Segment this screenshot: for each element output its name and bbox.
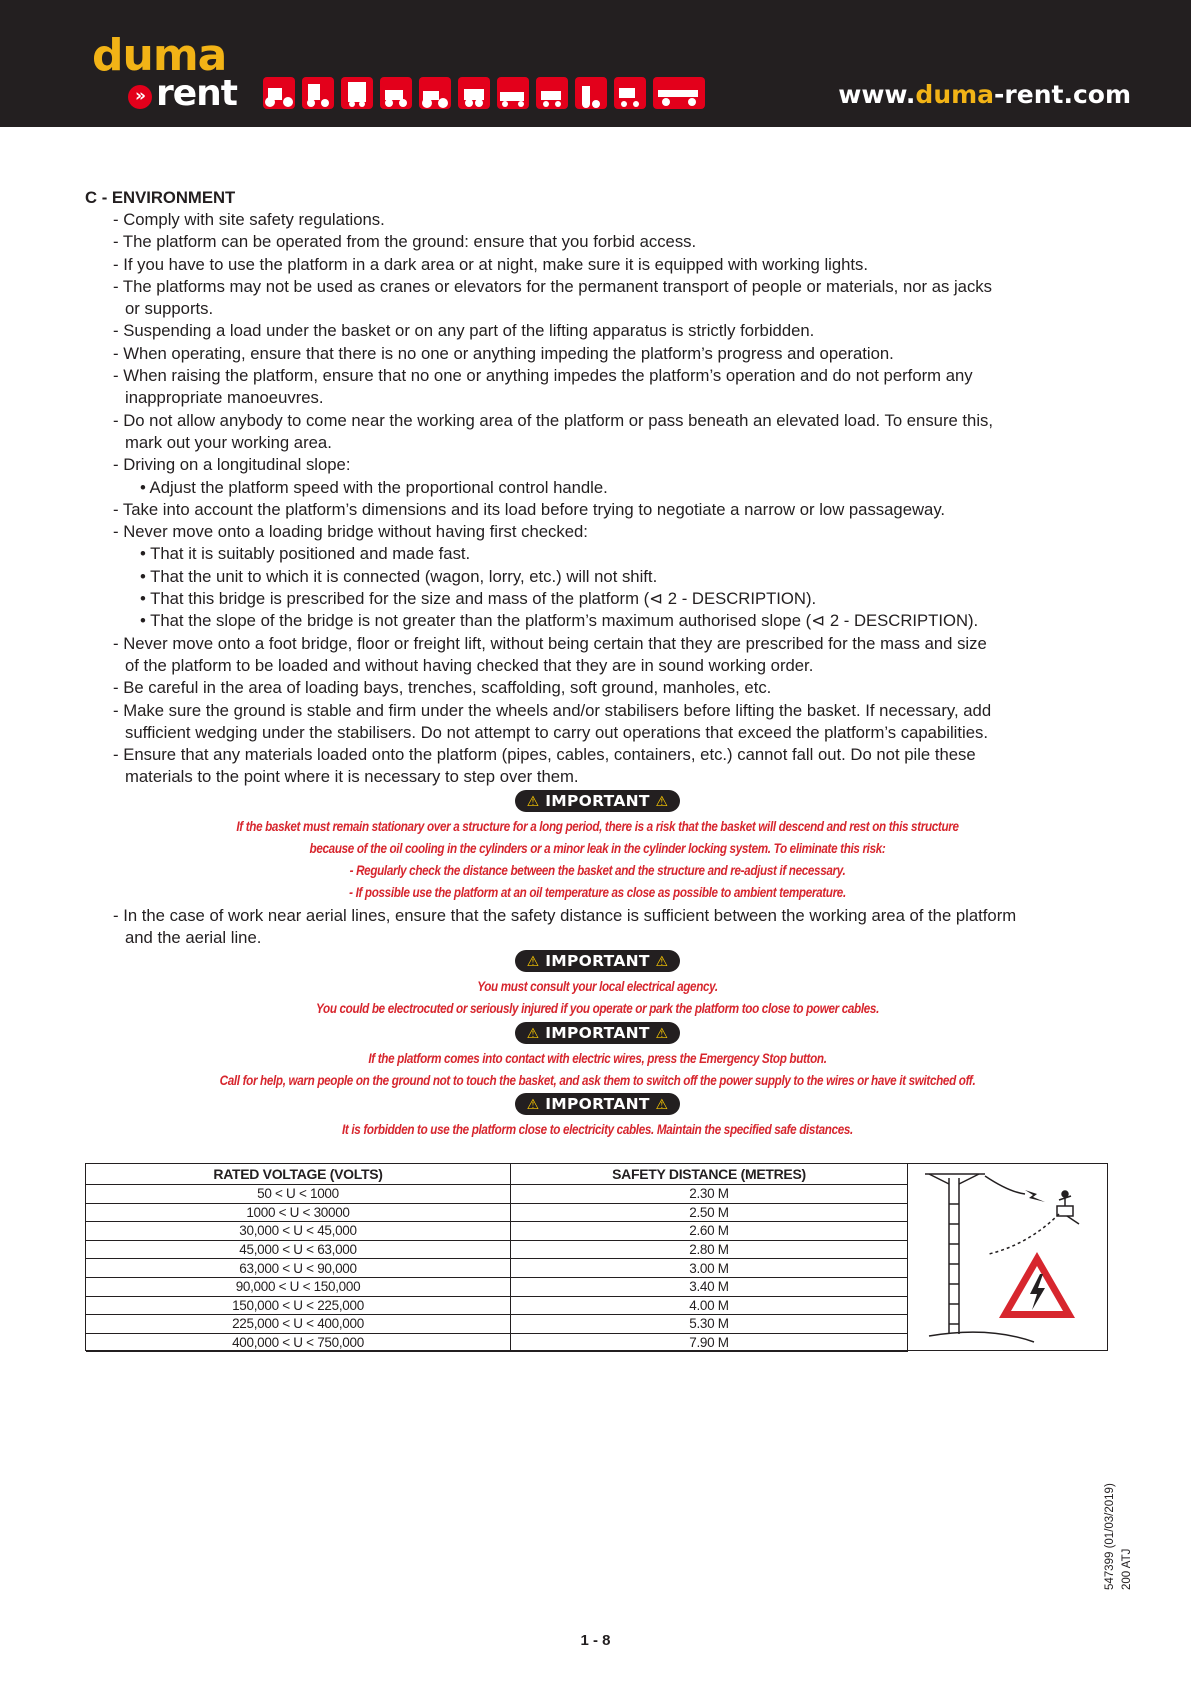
- excavator-icon[interactable]: [379, 76, 413, 110]
- machine-model: 200 ATJ: [1121, 1548, 1133, 1590]
- section-title: C - ENVIRONMENT: [85, 188, 236, 207]
- important-notice-4: [85, 1119, 1110, 1141]
- voltage-cell: 1000 < U < 30000: [86, 1203, 511, 1222]
- rule-line: - If you have to use the platform in a dark area or at night, make sure it is equipped with working lights.: [113, 254, 869, 274]
- logo-rent-word: rent: [156, 73, 238, 114]
- scissor-lift-icon[interactable]: [340, 76, 374, 110]
- header-bar: [0, 0, 1191, 127]
- column-header-voltage: RATED VOLTAGE (VOLTS): [86, 1164, 511, 1185]
- table-row: [86, 1259, 908, 1278]
- table-row: [86, 1240, 908, 1259]
- important-text: If the basket must remain stationary over a structure for a long period, there is a risk that the basket will descend and rest on this structure: [236, 818, 959, 834]
- skid-steer-icon[interactable]: [457, 76, 491, 110]
- mini-excavator-icon[interactable]: [535, 76, 569, 110]
- rule-line: sufficient wedging under the stabilisers. Do not attempt to carry out operations that exceed the platform’s capabilities.: [125, 722, 988, 742]
- rule-line: - Do not allow anybody to come near the working area of the platform or pass beneath an elevated load. To ensure this,: [113, 410, 994, 430]
- important-label: IMPORTANT: [545, 791, 650, 810]
- boom-lift-icon[interactable]: [574, 76, 608, 110]
- table-row: [86, 1277, 908, 1296]
- important-text: It is forbidden to use the platform close to electricity cables. Maintain the specified safe distances.: [342, 1121, 853, 1137]
- voltage-cell: 400,000 < U < 750,000: [86, 1333, 511, 1352]
- voltage-cell: 225,000 < U < 400,000: [86, 1315, 511, 1334]
- rule-line: - Never move onto a foot bridge, floor or freight lift, without being certain that they are prescribed for the mass and size: [113, 633, 987, 653]
- rule-line: - Suspending a load under the basket or on any part of the lifting apparatus is strictly forbidden.: [113, 321, 815, 341]
- rule-line: inappropriate manoeuvres.: [125, 388, 324, 408]
- distance-cell: 3.40 M: [511, 1277, 908, 1296]
- telehandler-icon[interactable]: [301, 76, 335, 110]
- doc-ref-number: 547399 (01/03/2019): [1104, 1483, 1116, 1590]
- rule-line: - When raising the platform, ensure that no one or anything impedes the platform’s operation and do not perform any: [113, 366, 973, 386]
- rule-line: • That this bridge is prescribed for the size and mass of the platform (⊲ 2 - DESCRIPTION).: [140, 589, 817, 609]
- warning-icon: ⚠: [526, 793, 540, 810]
- warning-icon: ⚠: [655, 954, 669, 971]
- important-label: IMPORTANT: [545, 1023, 650, 1042]
- environment-section: [85, 187, 1110, 1141]
- backhoe-icon[interactable]: [418, 76, 452, 110]
- warning-icon: ⚠: [655, 793, 669, 810]
- important-banner: [85, 1021, 1110, 1048]
- warning-icon: ⚠: [655, 1096, 669, 1113]
- rule-line: mark out your working area.: [125, 432, 332, 452]
- articulated-boom-icon[interactable]: [613, 76, 647, 110]
- rule-line: - Be careful in the area of loading bays, trenches, scaffolding, soft ground, manholes, etc.: [113, 678, 772, 698]
- table-row: [86, 1296, 908, 1315]
- rule-line: - Comply with site safety regulations.: [113, 210, 385, 229]
- voltage-cell: 50 < U < 1000: [86, 1185, 511, 1204]
- warning-icon: ⚠: [526, 1025, 540, 1042]
- important-text: - If possible use the platform at an oil temperature as close as possible to ambient temperature.: [349, 885, 846, 901]
- rule-line: - When operating, ensure that there is no one or anything impeding the platform’s progress and operation.: [113, 343, 894, 363]
- important-text: - Regularly check the distance between the basket and the structure and re-adjust if necessary.: [349, 863, 846, 879]
- page-number: 1 - 8: [580, 1632, 611, 1649]
- worker-basket-icon: [989, 1191, 1079, 1254]
- safety-rules-list: [85, 209, 1110, 789]
- table-row: [86, 1222, 908, 1241]
- voltage-cell: 45,000 < U < 63,000: [86, 1240, 511, 1259]
- important-notice-2: [85, 976, 1110, 1020]
- warning-icon: ⚠: [526, 1096, 540, 1113]
- important-label: IMPORTANT: [545, 952, 650, 971]
- forklift-icon[interactable]: [262, 76, 296, 110]
- voltage-cell: 150,000 < U < 225,000: [86, 1296, 511, 1315]
- power-line-danger-illustration: [909, 1164, 1107, 1350]
- important-text: Call for help, warn people on the ground not to touch the basket, and ask them to switch off the power supply to the wires or have it switched off.: [219, 1072, 976, 1088]
- important-text: You could be electrocuted or seriously injured if you operate or park the platform too close to power cables.: [316, 1001, 879, 1017]
- logo-arrow-icon: »: [128, 85, 152, 109]
- warning-icon: ⚠: [655, 1025, 669, 1042]
- voltage-cell: 63,000 < U < 90,000: [86, 1259, 511, 1278]
- distance-cell: 2.80 M: [511, 1240, 908, 1259]
- distance-cell: 4.00 M: [511, 1296, 908, 1315]
- important-text: If the platform comes into contact with electric wires, press the Emergency Stop button.: [368, 1050, 827, 1066]
- table-header-row: [86, 1164, 908, 1185]
- voltage-cell: 90,000 < U < 150,000: [86, 1277, 511, 1296]
- truck-crane-icon[interactable]: [496, 76, 530, 110]
- rule-line: • That the slope of the bridge is not greater than the platform’s maximum authorised slope (⊲ 2 - DESCRIPTION).: [140, 611, 979, 631]
- website-brand: duma: [915, 80, 995, 109]
- document-reference: [1102, 1440, 1142, 1590]
- distance-cell: 5.30 M: [511, 1315, 908, 1334]
- website-prefix: www.: [838, 80, 916, 109]
- important-banner: [85, 789, 1110, 816]
- rule-line: • Adjust the platform speed with the proportional control handle.: [140, 477, 608, 497]
- rule-line: and the aerial line.: [125, 927, 262, 947]
- important-notice-3: [85, 1048, 1110, 1092]
- important-label: IMPORTANT: [545, 1094, 650, 1113]
- important-text: because of the oil cooling in the cylinders or a minor leak in the cylinder locking system. To eliminate this risk:: [309, 840, 886, 856]
- rule-line: - The platform can be operated from the ground: ensure that you forbid access.: [113, 232, 697, 252]
- distance-cell: 2.60 M: [511, 1222, 908, 1241]
- logo-duma-text: duma: [92, 30, 227, 81]
- website-suffix: -rent.com: [994, 80, 1131, 109]
- distance-cell: 2.50 M: [511, 1203, 908, 1222]
- lightning-icon: [1025, 1190, 1045, 1202]
- table-row: [86, 1315, 908, 1334]
- rule-line: • That it is suitably positioned and made fast.: [140, 544, 471, 564]
- electric-hazard-sign-icon: [999, 1252, 1075, 1318]
- rule-line: - Take into account the platform’s dimensions and its load before trying to negotiate a narrow or low passageway.: [113, 499, 946, 519]
- rule-line: - Ensure that any materials loaded onto the platform (pipes, cables, containers, etc.) cannot fall out. Do not pile these: [113, 745, 976, 765]
- distance-cell: 3.00 M: [511, 1259, 908, 1278]
- aerial-lines-rule: [85, 905, 1110, 950]
- important-notice-1: [85, 816, 1110, 905]
- rule-line: - Make sure the ground is stable and firm under the wheels and/or stabilisers before lifting the basket. If necessary, add: [113, 700, 992, 720]
- rule-line: - The platforms may not be used as cranes or elevators for the permanent transport of people or materials, nor as jacks: [113, 276, 992, 296]
- duma-rent-logo[interactable]: [92, 30, 242, 114]
- rule-line: - In the case of work near aerial lines, ensure that the safety distance is sufficient between the working area of the platform: [113, 905, 1017, 925]
- important-text: You must consult your local electrical agency.: [477, 979, 718, 995]
- rule-line: • That the unit to which it is connected (wagon, lorry, etc.) will not shift.: [140, 566, 658, 586]
- rule-line: of the platform to be loaded and without having checked that they are in sound working order.: [125, 655, 814, 675]
- table-row: [86, 1333, 908, 1352]
- safety-distance-table-box: [85, 1163, 1108, 1351]
- important-banner: [85, 949, 1110, 976]
- rule-line: materials to the point where it is necessary to step over them.: [125, 767, 579, 787]
- table-row: [86, 1185, 908, 1204]
- website-link[interactable]: [838, 80, 1131, 109]
- voltage-cell: 30,000 < U < 45,000: [86, 1222, 511, 1241]
- important-banner: [85, 1092, 1110, 1119]
- distance-cell: 2.30 M: [511, 1185, 908, 1204]
- warning-icon: ⚠: [526, 954, 540, 971]
- safety-distance-table: [86, 1164, 908, 1352]
- equipment-icon-strip: [262, 76, 706, 110]
- column-header-distance: SAFETY DISTANCE (METRES): [511, 1164, 908, 1185]
- trailer-icon[interactable]: [652, 76, 706, 110]
- rule-line: - Driving on a longitudinal slope:: [113, 455, 351, 475]
- distance-cell: 7.90 M: [511, 1333, 908, 1352]
- rule-line: or supports.: [125, 299, 214, 319]
- logo-rent-text: [128, 73, 238, 114]
- table-row: [86, 1203, 908, 1222]
- rule-line: - Never move onto a loading bridge without having first checked:: [113, 522, 588, 542]
